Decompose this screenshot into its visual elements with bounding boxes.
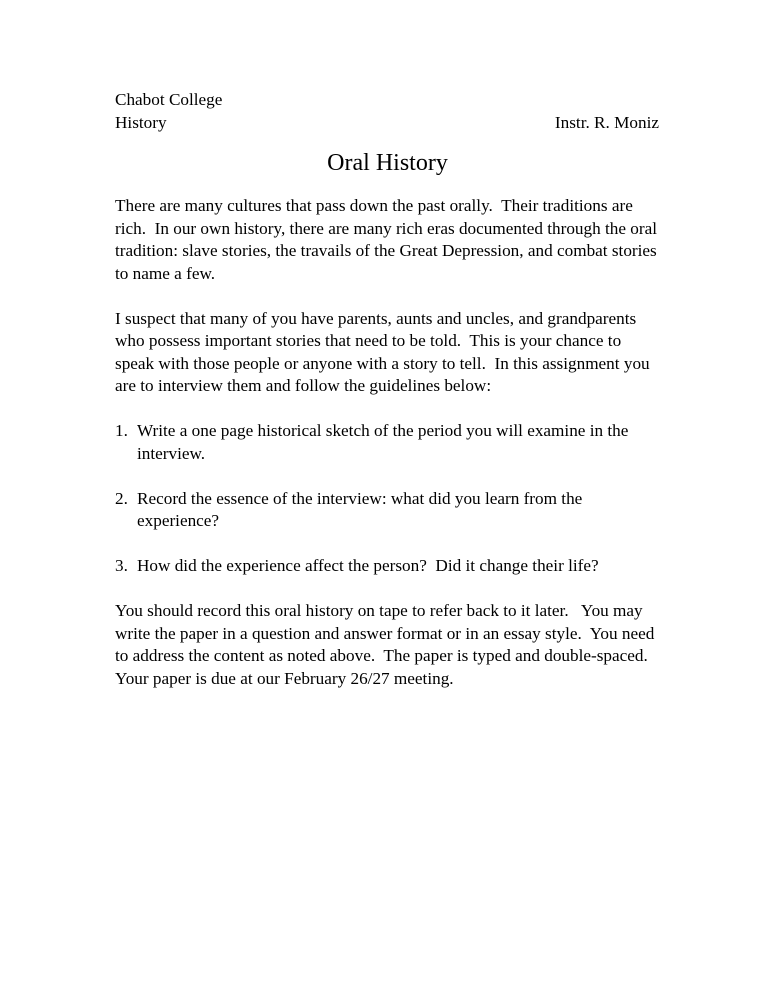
guideline-item [115, 420, 660, 465]
assignment-paragraph: I suspect that many of you have parents, aunts and uncles, and grandparents who possess important stories that need to be told. This is your chance to speak with those people or anyone with a story to tell. In this assignment you are to interview them and follow the guidelines below: [115, 308, 654, 395]
guideline-item [115, 488, 660, 533]
guideline-number: 2. [115, 488, 128, 508]
instructor-name: Instr. R. Moniz [554, 112, 659, 132]
document-content [115, 89, 660, 713]
guideline-number: 1. [115, 421, 128, 440]
intro-paragraph: There are many cultures that pass down the past orally. Their traditions are rich. In our own history, there are many rich eras documented through the oral tradition: slave stories, the travails of the Great Depression, and combat stories to name a few. [115, 196, 662, 283]
guidelines-list [115, 420, 660, 578]
guideline-text: How did the experience affect the person? Did it change their life? [137, 556, 599, 575]
guideline-text: Write a one page historical sketch of the period you will examine in the interview. [137, 421, 633, 463]
guideline-item [115, 555, 660, 578]
document-title: Oral History [327, 150, 448, 176]
subject-name: History [115, 112, 167, 132]
course-header [115, 89, 660, 134]
closing-paragraph: You should record this oral history on tape to refer back to it later. You may write the paper in a question and answer format or in an essay style. You need to address the content as noted above. The paper is typed and double-spaced. Your paper is due at our February 26/27 meeting. [115, 601, 661, 688]
subject-line [115, 112, 660, 135]
guideline-number: 3. [115, 556, 128, 575]
institution-name: Chabot College [115, 90, 223, 109]
guideline-text: Record the essence of the interview: what did you learn from the experience? [137, 488, 587, 530]
